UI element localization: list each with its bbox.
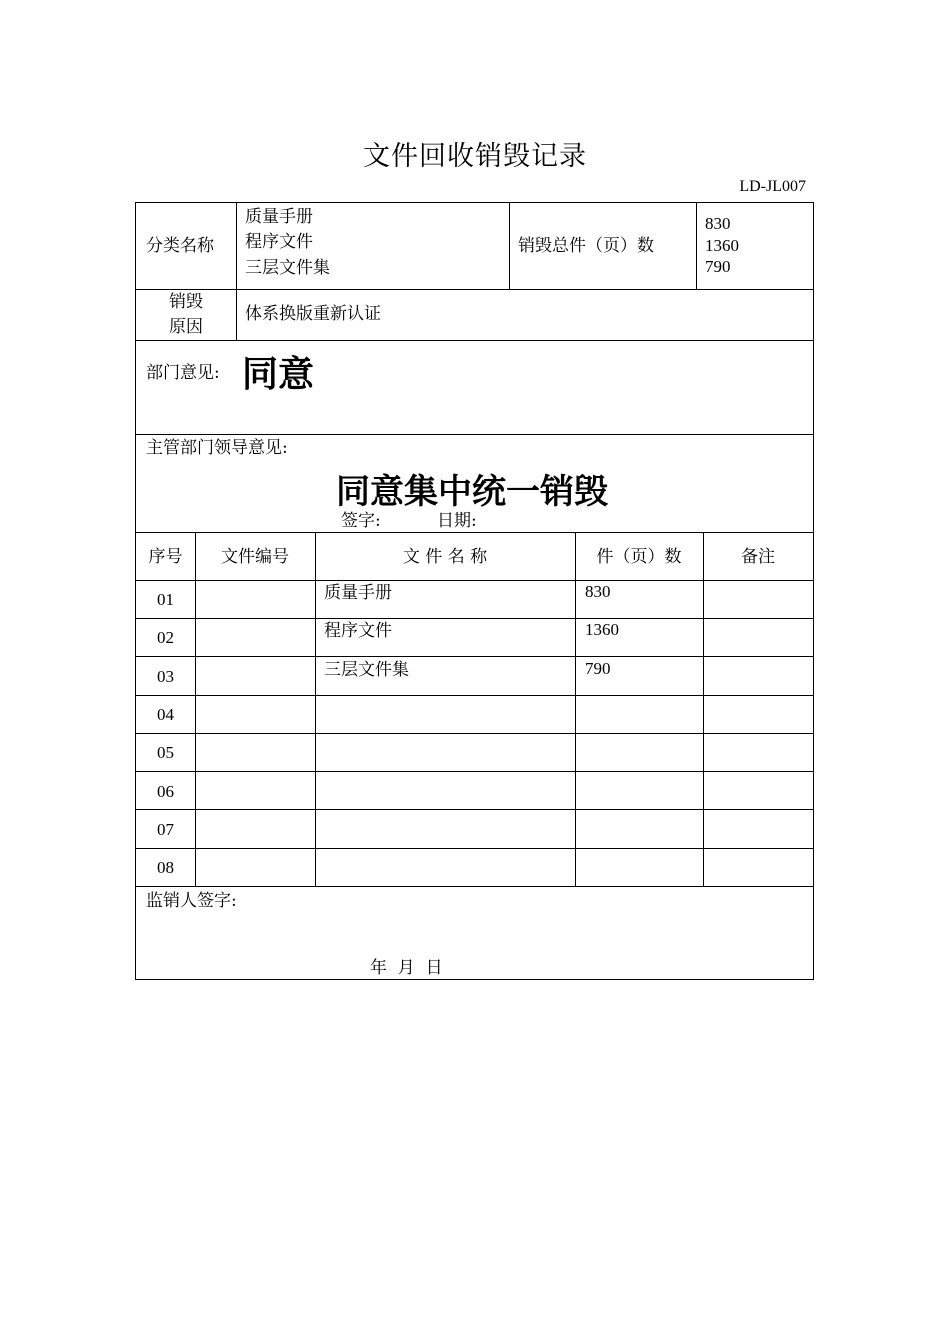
row-seq: 06	[157, 782, 174, 801]
row-divider	[136, 733, 813, 734]
category-item: 三层文件集	[245, 258, 330, 278]
document-code: LD-JL007	[739, 178, 806, 195]
supervisor-date: 年 月 日	[370, 958, 443, 978]
column-header: 件（页）数	[596, 547, 682, 567]
row-name: 三层文件集	[324, 660, 409, 680]
row-name: 质量手册	[324, 583, 392, 603]
manager-opinion-value: 同意集中统一销毁	[336, 472, 608, 512]
reason-label: 销毁	[169, 292, 203, 312]
row-seq: 05	[157, 743, 174, 762]
column-header: 文件编号	[221, 547, 289, 567]
category-label: 分类名称	[146, 236, 214, 256]
col-divider	[195, 532, 196, 886]
row-divider	[136, 340, 813, 341]
row-divider	[136, 695, 813, 696]
category-item: 质量手册	[245, 207, 313, 227]
row-seq: 03	[157, 667, 174, 686]
reason-label: 原因	[169, 317, 203, 337]
row-seq: 01	[157, 590, 174, 609]
supervisor-label: 监销人签字:	[146, 891, 237, 911]
col-divider	[315, 532, 316, 886]
dept-opinion-label: 部门意见:	[146, 363, 220, 383]
reason-value: 体系换版重新认证	[245, 304, 381, 324]
row-divider	[136, 809, 813, 810]
row-seq: 08	[157, 858, 174, 877]
row-divider	[136, 886, 813, 887]
row-pages: 1360	[585, 620, 619, 639]
row-divider	[136, 580, 813, 581]
row-divider	[136, 848, 813, 849]
row-seq: 02	[157, 628, 174, 647]
column-header: 文 件 名 称	[402, 547, 488, 567]
row-divider	[136, 434, 813, 435]
col-divider	[703, 532, 704, 886]
category-item: 程序文件	[245, 232, 313, 252]
dept-opinion-value: 同意	[242, 354, 315, 395]
row-divider	[136, 618, 813, 619]
manager-opinion-label: 主管部门领导意见:	[146, 438, 288, 458]
row-seq: 04	[157, 705, 174, 724]
total-value: 790	[705, 257, 731, 276]
col-divider	[509, 203, 510, 289]
row-pages: 790	[585, 659, 611, 678]
total-value: 830	[705, 214, 731, 233]
row-divider	[136, 656, 813, 657]
col-divider	[575, 532, 576, 886]
total-value: 1360	[705, 236, 739, 255]
date-label: 日期:	[437, 511, 477, 531]
record-form	[135, 202, 814, 980]
sign-label: 签字:	[341, 511, 381, 531]
col-divider	[236, 203, 237, 340]
row-divider	[136, 771, 813, 772]
row-seq: 07	[157, 820, 174, 839]
column-header: 序号	[148, 547, 183, 567]
row-name: 程序文件	[324, 621, 392, 641]
total-label: 销毁总件（页）数	[518, 236, 654, 256]
column-header: 备注	[741, 547, 775, 567]
document-title: 文件回收销毁记录	[363, 141, 587, 172]
row-pages: 830	[585, 582, 611, 601]
row-divider	[136, 289, 813, 290]
col-divider	[696, 203, 697, 289]
